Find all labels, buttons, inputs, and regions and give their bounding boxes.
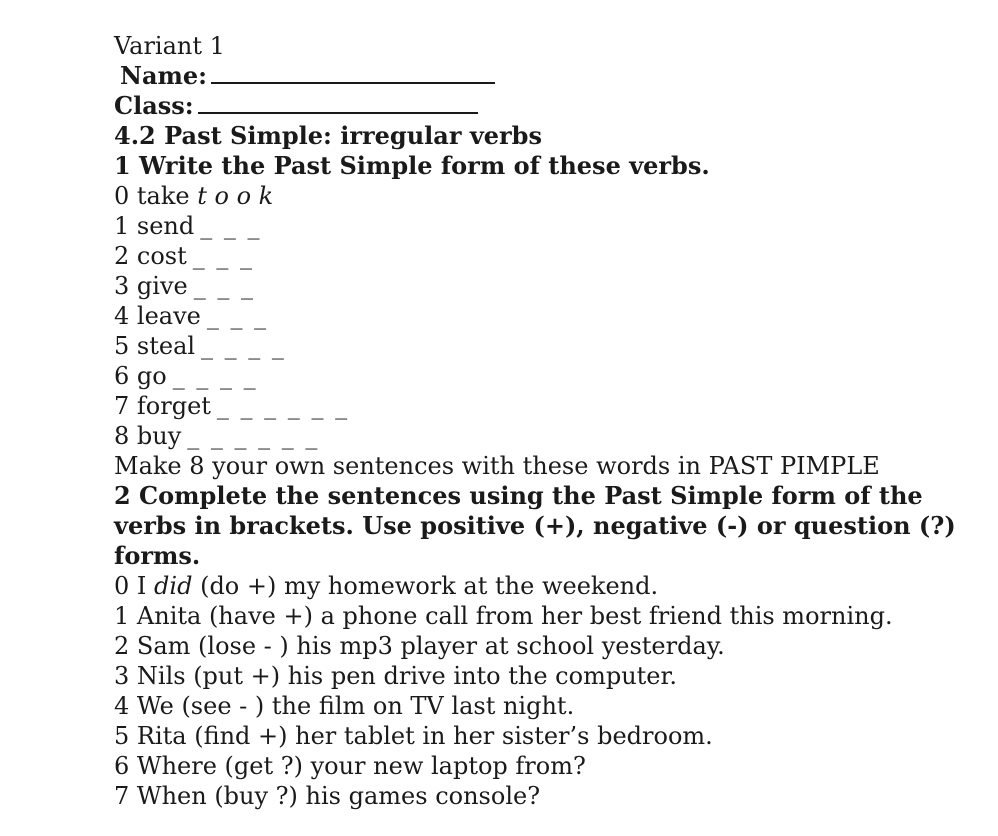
example-verb: 0 take bbox=[114, 182, 190, 210]
answer-blank[interactable]: _ _ _ bbox=[193, 272, 255, 300]
answer-blank[interactable]: _ _ _ _ _ _ bbox=[216, 392, 350, 420]
class-label: Class: bbox=[114, 91, 194, 120]
verb-text: 1 send bbox=[114, 212, 195, 240]
exercise-2-title: 2 Complete the sentences using the Past Simple form of the verbs in brackets. Use positive (+), negative (-) or question (?) forms. bbox=[114, 481, 956, 570]
list-item bbox=[114, 301, 984, 331]
class-field bbox=[114, 91, 984, 121]
answer-blank[interactable]: _ _ _ _ bbox=[201, 332, 286, 360]
class-blank-line[interactable] bbox=[198, 94, 478, 114]
verb-text: 3 give bbox=[114, 272, 188, 300]
list-item bbox=[114, 361, 984, 391]
exercise-1-title: 1 Write the Past Simple form of these verbs. bbox=[114, 151, 710, 180]
answer-blank[interactable]: _ _ _ bbox=[206, 302, 269, 330]
sentence-item: 4 We (see - ) the film on TV last night. bbox=[114, 692, 575, 720]
exercise-1-note: Make 8 your own sentences with these words in PAST PIMPLE bbox=[114, 452, 880, 480]
verb-text: 7 forget bbox=[114, 392, 211, 420]
list-item bbox=[114, 211, 984, 241]
example-answer: did bbox=[154, 572, 193, 600]
answer-blank[interactable]: _ _ _ bbox=[192, 242, 255, 270]
verb-text: 2 cost bbox=[114, 242, 187, 270]
name-label: Name: bbox=[120, 61, 208, 90]
list-item bbox=[114, 391, 984, 421]
variant-label: Variant 1 bbox=[114, 32, 225, 60]
list-item bbox=[114, 421, 984, 451]
answer-blank[interactable]: _ _ _ _ bbox=[172, 362, 258, 390]
sentence-item: 2 Sam (lose - ) his mp3 player at school yesterday. bbox=[114, 632, 725, 660]
example-prefix: 0 I bbox=[114, 572, 147, 600]
list-item bbox=[114, 271, 984, 301]
answer-blank[interactable]: _ _ _ _ _ _ bbox=[187, 422, 320, 450]
verb-text: 4 leave bbox=[114, 302, 201, 330]
list-item bbox=[114, 331, 984, 361]
exercise-1-example bbox=[114, 181, 984, 211]
name-blank-line[interactable] bbox=[211, 64, 495, 84]
verb-text: 5 steal bbox=[114, 332, 196, 360]
sentence-item: 5 Rita (find +) her tablet in her sister’s bedroom. bbox=[114, 722, 713, 750]
sentence-item: 6 Where (get ?) your new laptop from? bbox=[114, 752, 586, 780]
example-answer: t o o k bbox=[197, 182, 274, 210]
answer-blank[interactable]: _ _ _ bbox=[200, 212, 262, 240]
list-item bbox=[114, 241, 984, 271]
example-rest: (do +) my homework at the weekend. bbox=[200, 572, 659, 600]
sentence-item: 3 Nils (put +) his pen drive into the computer. bbox=[114, 662, 677, 690]
exercise-2-example bbox=[114, 571, 984, 601]
sentence-item: 1 Anita (have +) a phone call from her best friend this morning. bbox=[114, 602, 893, 630]
sentence-item: 7 When (buy ?) his games console? bbox=[114, 782, 541, 810]
verb-text: 6 go bbox=[114, 362, 167, 390]
name-field bbox=[114, 61, 984, 91]
verb-text: 8 buy bbox=[114, 422, 182, 450]
section-title: 4.2 Past Simple: irregular verbs bbox=[114, 121, 542, 150]
worksheet bbox=[114, 31, 984, 811]
